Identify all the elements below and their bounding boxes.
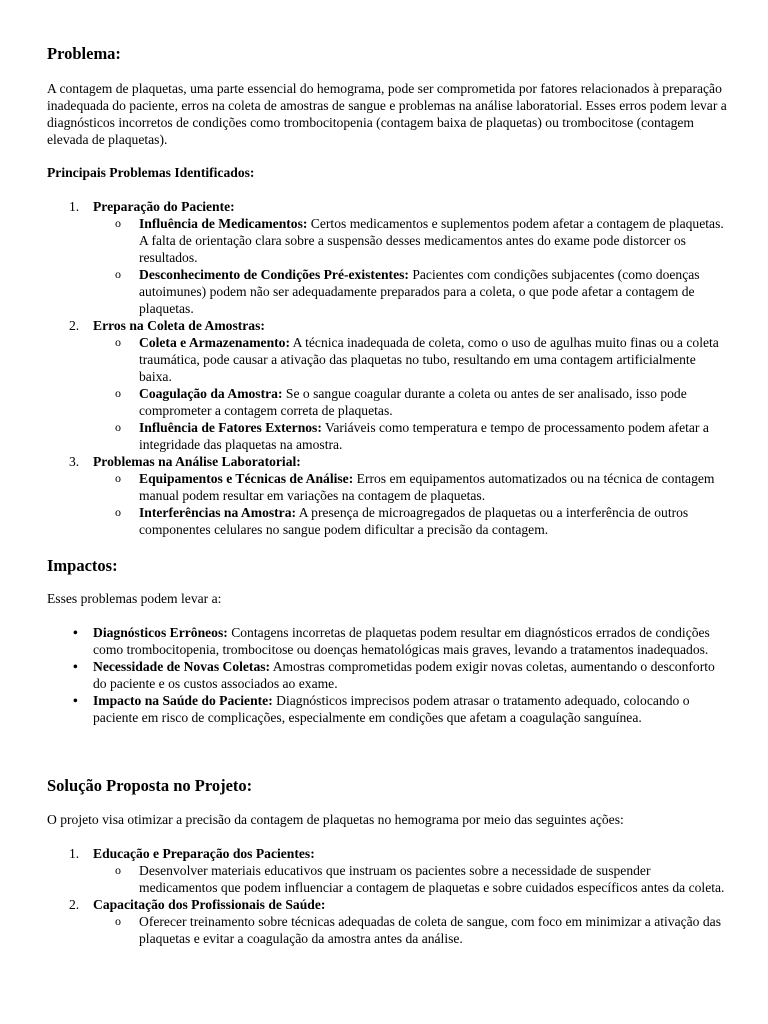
sublist-item — [93, 334, 727, 385]
list-item — [47, 658, 727, 692]
sublist-item-text: Erros em equipamentos automatizados ou na técnica de contagem manual podem resultar em variações na contagem de plaquetas. — [139, 471, 715, 503]
heading-problema: Problema: — [47, 44, 121, 63]
sublist-item — [93, 470, 727, 504]
sublist-item-bold: Influência de Medicamentos: — [139, 216, 308, 231]
list-impactos — [47, 624, 727, 726]
list-solucao — [47, 845, 727, 947]
sublist-item-text: Certos medicamentos e suplementos podem afetar a contagem de plaquetas. A falta de orientação clara sobre a suspensão desses medicamentos antes do exame pode distorcer os resultados. — [139, 216, 724, 265]
list-item-bold: Impacto na Saúde do Paciente: — [93, 693, 273, 708]
sublist-item — [93, 913, 727, 947]
paragraph-impactos-intro: Esses problemas podem levar a: — [47, 591, 222, 606]
list-item — [47, 624, 727, 658]
bullet-marker: • — [73, 625, 78, 640]
heading-solucao: Solução Proposta no Projeto: — [47, 776, 253, 795]
sublist — [93, 215, 727, 317]
list-item — [47, 692, 727, 726]
list-number: 2. — [69, 318, 80, 333]
sublist-item — [93, 266, 727, 317]
sublist-item-text: Oferecer treinamento sobre técnicas adequadas de coleta de sangue, com foco em minimizar a ativação das plaquetas e evitar a coagulação da amostra antes da análise. — [139, 914, 721, 946]
sublist-marker: o — [115, 471, 121, 485]
sublist-item-bold: Equipamentos e Técnicas de Análise: — [139, 471, 354, 486]
list-item — [47, 845, 727, 896]
bullet-marker: • — [73, 659, 78, 674]
list-item-bold: Necessidade de Novas Coletas: — [93, 659, 271, 674]
sublist-item — [93, 385, 727, 419]
sublist — [93, 862, 727, 896]
sublist-item-text: Pacientes com condições subjacentes (como doenças autoimunes) podem não ser adequadamente preparados para a coleta, o que pode afetar a contagem de plaquetas. — [139, 267, 700, 316]
list-item-text: Contagens incorretas de plaquetas podem resultar em diagnósticos errados de condições como trombocitopenia, trombocitose ou doenças hematológicas mais graves, levando a tratamentos inadequados. — [93, 625, 710, 657]
sublist-marker: o — [115, 267, 121, 281]
sublist-item — [93, 419, 727, 453]
sublist-marker: o — [115, 335, 121, 349]
list-number: 1. — [69, 846, 80, 861]
list-item-text: Amostras comprometidas podem exigir novas coletas, aumentando o desconforto do paciente e os custos associados ao exame. — [93, 659, 715, 691]
list-item — [47, 198, 727, 317]
list-number: 1. — [69, 199, 80, 214]
sublist-item-bold: Coagulação da Amostra: — [139, 386, 283, 401]
sublist-item-text: A presença de microagregados de plaquetas ou a interferência de outros componentes celulares no sangue podem dificultar a precisão da contagem. — [139, 505, 689, 537]
sublist-item-bold: Influência de Fatores Externos: — [139, 420, 322, 435]
sublist — [93, 334, 727, 453]
list-number: 3. — [69, 454, 80, 469]
sublist-marker: o — [115, 216, 121, 230]
paragraph-solucao-intro: O projeto visa otimizar a precisão da contagem de plaquetas no hemograma por meio das seguintes ações: — [47, 812, 624, 827]
sublist-marker: o — [115, 863, 121, 877]
list-item — [47, 453, 727, 538]
list-item-title: Educação e Preparação dos Pacientes: — [93, 846, 315, 861]
sublist-item-bold: Desconhecimento de Condições Pré-existentes: — [139, 267, 409, 282]
sublist-marker: o — [115, 914, 121, 928]
sublist-marker: o — [115, 420, 121, 434]
sublist-item-bold: Coleta e Armazenamento: — [139, 335, 290, 350]
list-item-title: Erros na Coleta de Amostras: — [93, 318, 265, 333]
list-item-title: Problemas na Análise Laboratorial: — [93, 454, 301, 469]
sublist-marker: o — [115, 386, 121, 400]
sublist-item-text: Desenvolver materiais educativos que instruam os pacientes sobre a necessidade de suspender medicamentos que podem influenciar a contagem de plaquetas e sobre cuidados específicos antes da coleta. — [139, 863, 725, 895]
list-number: 2. — [69, 897, 80, 912]
sublist-item-text: Variáveis como temperatura e tempo de processamento podem afetar a integridade das plaquetas na amostra. — [139, 420, 709, 452]
bullet-marker: • — [73, 693, 78, 708]
sublist-marker: o — [115, 505, 121, 519]
list-item — [47, 317, 727, 453]
sublist-item — [93, 504, 727, 538]
sublist-item-bold: Interferências na Amostra: — [139, 505, 297, 520]
heading-impactos: Impactos: — [47, 556, 118, 575]
list-item-title: Capacitação dos Profissionais de Saúde: — [93, 897, 326, 912]
list-item — [47, 896, 727, 947]
list-principais-problemas — [47, 198, 727, 538]
sublist-item — [93, 215, 727, 266]
sublist-item-text: A técnica inadequada de coleta, como o uso de agulhas muito finas ou a coleta traumática, pode causar a ativação das plaquetas no tubo, resultando em uma contagem artificialmente baixa. — [139, 335, 719, 384]
list-item-bold: Diagnósticos Errôneos: — [93, 625, 228, 640]
list-item-text: Diagnósticos imprecisos podem atrasar o tratamento adequado, colocando o paciente em risco de complicações, especialmente em condições que afetam a coagulação sanguínea. — [93, 693, 690, 725]
list-item-title: Preparação do Paciente: — [93, 199, 235, 214]
paragraph-problema-intro: A contagem de plaquetas, uma parte essencial do hemograma, pode ser comprometida por fatores relacionados à preparação inadequada do paciente, erros na coleta de amostras de sangue e problemas na análise laboratorial. Esses erros podem levar a diagnósticos incorretos de condições como trombocitopenia (contagem baixa de plaquetas) ou trombocitose (contagem elevada de plaquetas). — [47, 81, 727, 147]
sublist-item — [93, 862, 727, 896]
subheading-principais-problemas: Principais Problemas Identificados: — [47, 165, 255, 180]
sublist-item-text: Se o sangue coagular durante a coleta ou antes de ser analisado, isso pode comprometer a contagem correta de plaquetas. — [139, 386, 687, 418]
sublist — [93, 913, 727, 947]
sublist — [93, 470, 727, 538]
